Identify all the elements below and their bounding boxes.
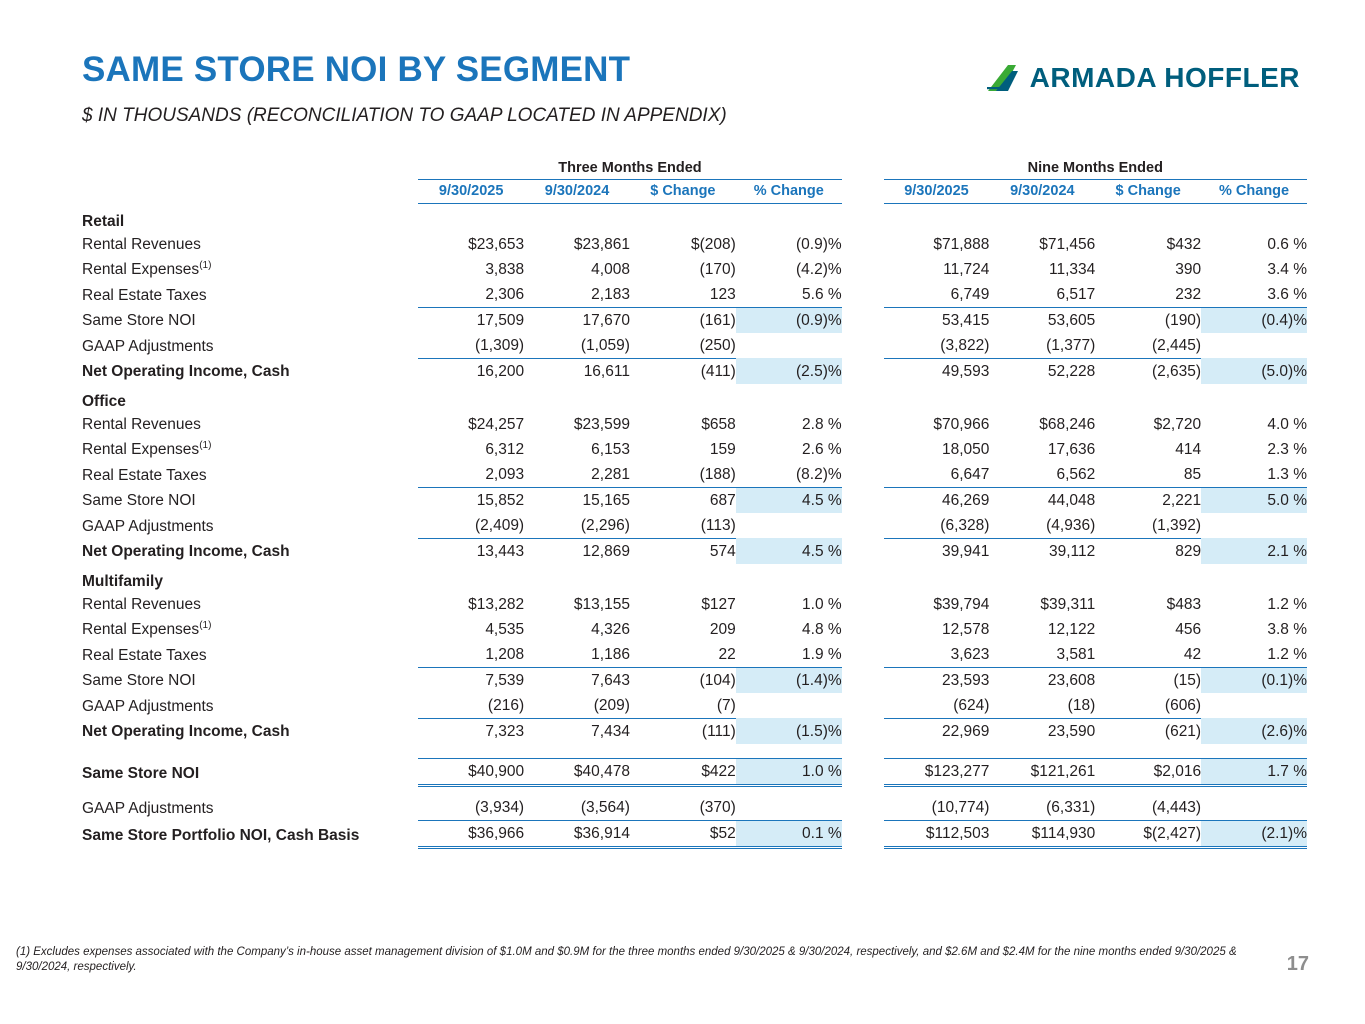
cell: 2,221 [1162,492,1202,509]
empty-cell [842,592,884,617]
empty-cell [82,160,418,180]
cell: 12,578 [941,621,990,638]
table-row [82,513,1307,539]
cell: 2,306 [418,282,524,308]
cell: 456 [1175,621,1202,638]
cell: 52,228 [1047,363,1096,380]
empty-cell [842,617,884,642]
cell: (161) [699,312,736,329]
cell: $127 [701,596,736,613]
cell: (188) [630,462,736,488]
cell: 7,539 [485,672,525,689]
row-label: Rental Revenues [82,416,201,433]
cell: (4,443) [1095,795,1201,821]
cell: $422 [630,758,736,785]
table-row [82,592,1307,617]
empty-cell [842,358,884,384]
table-row [82,282,1307,308]
cell: 23,593 [941,672,990,689]
empty-cell [842,282,884,308]
cell: 3.6 % [1201,282,1307,308]
empty-cell [418,384,1307,412]
row-label: Real Estate Taxes [82,646,207,664]
cell: $(208) [690,236,736,253]
cell: (6,331) [989,795,1095,821]
empty-cell [842,160,884,180]
empty-cell [842,513,884,539]
table-row [82,333,1307,359]
cell: 22,969 [941,723,990,740]
cell: 11,724 [943,261,990,278]
empty-cell [842,257,884,282]
section-header-retail [82,204,1307,232]
table-row [82,617,1307,642]
cell: 7,323 [485,723,525,740]
table-row [82,642,1307,668]
cell: 6,562 [989,462,1095,488]
cell: $658 [701,416,736,433]
empty-cell [842,180,884,204]
cell: (10,774) [884,795,990,821]
cell: 2.6 % [802,441,842,458]
cell: $36,966 [418,820,524,847]
cell: 159 [709,441,736,458]
row-label: GAAP Adjustments [82,337,214,355]
cell: (2.5)% [736,358,842,384]
empty-cell [842,693,884,719]
cell [1201,513,1307,539]
cell: 12,869 [582,543,630,560]
section-label: Office [82,392,126,410]
cell: 12,122 [1047,621,1096,638]
cell: $121,261 [989,758,1095,785]
cell: (411) [700,363,736,380]
cell: (5.0)% [1201,358,1307,384]
page-number: 17 [1286,953,1309,975]
cell: 4.5 % [736,487,842,513]
row-label: Rental Expenses$^{(1)}$ [82,439,212,458]
cell: 3,623 [884,642,990,668]
cell: 11,334 [1048,261,1096,278]
cell: $13,155 [573,596,630,613]
cell: (2,296) [524,513,630,539]
spacer-row [82,785,1307,795]
cell: (2,635) [1151,363,1202,380]
cell: 209 [709,621,736,638]
cell: 123 [630,282,736,308]
cell [736,795,842,821]
cell: 17,509 [476,312,525,329]
row-label: GAAP Adjustments [82,799,214,817]
cell: 390 [1175,261,1202,278]
section-label: Multifamily [82,572,163,590]
total-row-portfolio-noi [82,820,1307,847]
cell: 18,050 [941,441,990,458]
cell: (0.9)% [736,307,842,333]
cell: $24,257 [468,416,525,433]
cell: (2,445) [1095,333,1201,359]
cell: (250) [630,333,736,359]
cell: 16,200 [476,363,525,380]
cell: 3,581 [989,642,1095,668]
cell: 4,535 [485,621,525,638]
cell: (1,309) [418,333,524,359]
cell: 17,636 [1047,441,1096,458]
cell [1201,693,1307,719]
cell: 0.1 % [736,820,842,847]
row-label: Same Store NOI [82,312,196,329]
table-row [82,693,1307,719]
cell: 6,647 [884,462,990,488]
cell: $70,966 [933,416,990,433]
table-row [82,412,1307,437]
col-header: 9/30/2025 [884,180,990,204]
cell: (8.2)% [736,462,842,488]
table-row [82,257,1307,282]
cell: (0.9)% [796,236,842,253]
cell: 1.0 % [736,758,842,785]
row-label: Real Estate Taxes [82,286,207,304]
cell: 7,434 [591,723,630,740]
cell: 6,517 [989,282,1095,308]
cell: (3,822) [884,333,990,359]
empty-cell [842,412,884,437]
cell: 6,749 [884,282,990,308]
cell: 829 [1175,543,1202,560]
financial-table [82,160,1307,849]
cell: $2,720 [1153,416,1202,433]
empty-cell [418,564,1307,592]
cell: $39,794 [933,596,990,613]
cell: 1,208 [418,642,524,668]
cell: 1.7 % [1201,758,1307,785]
cell: (209) [524,693,630,719]
section-header-multifamily [82,564,1307,592]
cell: (104) [699,672,736,689]
cell: 53,605 [1047,312,1096,329]
cell [736,333,842,359]
empty-cell [842,718,884,744]
cell: (1,059) [524,333,630,359]
cell: 3.4 % [1267,261,1307,278]
section-label: Retail [82,212,125,230]
cell: 22 [630,642,736,668]
cell: (15) [1173,672,1202,689]
cell: (190) [1164,312,1202,329]
cell: 3.8 % [1267,621,1307,638]
cell: (4,936) [989,513,1095,539]
cell [1201,333,1307,359]
cell: $2,016 [1095,758,1201,785]
cell: 232 [1095,282,1201,308]
cell: (4.2)% [796,261,842,278]
cell: 4,008 [591,261,630,278]
cell: $39,311 [1040,596,1096,613]
empty-cell [842,462,884,488]
col-header: $ Change [1095,180,1201,204]
company-logo [986,62,1300,94]
cell: (624) [884,693,990,719]
row-label: Rental Expenses$^{(1)}$ [82,619,212,638]
cell: (7) [630,693,736,719]
empty-cell [842,307,884,333]
cell: (216) [418,693,524,719]
cell: 2,183 [524,282,630,308]
logo-text: ARMADA HOFFLER [1029,62,1300,93]
row-label: Rental Expenses$^{(1)}$ [82,259,212,278]
cell: 23,590 [1047,723,1096,740]
row-label: Same Store NOI [82,492,196,509]
cell: 2.8 % [802,416,842,433]
empty-cell [842,795,884,821]
row-label: Net Operating Income, Cash [82,363,290,380]
empty-cell [418,204,1307,232]
cell: 42 [1095,642,1201,668]
cell: 6,153 [591,441,630,458]
cell: 2.3 % [1267,441,1307,458]
empty-cell [842,333,884,359]
cell: (606) [1095,693,1201,719]
cell: 6,312 [485,441,525,458]
cell: $483 [1166,596,1202,613]
cell [736,693,842,719]
empty-cell [842,758,884,785]
cell: 4.5 % [736,538,842,564]
empty-cell [82,180,418,204]
cell: 1.2 % [1267,596,1307,613]
table-row [82,462,1307,488]
cell: (2.6)% [1201,718,1307,744]
cell: 4.0 % [1267,416,1307,433]
cell: $23,653 [468,236,525,253]
group-header-nine-months: Nine Months Ended [884,160,1307,180]
cell: 1.9 % [736,642,842,668]
col-header: 9/30/2024 [524,180,630,204]
page-title: SAME STORE NOI BY SEGMENT [82,50,631,89]
col-header: 9/30/2024 [989,180,1095,204]
table-row [82,232,1307,257]
cell: $(2,427) [1095,820,1201,847]
cell: $40,900 [418,758,524,785]
armada-hoffler-mark-icon [986,63,1020,93]
cell: $123,277 [884,758,990,785]
cell: 17,670 [582,312,630,329]
cell: 574 [709,543,736,560]
table-row [82,487,1307,513]
group-header-three-months: Three Months Ended [418,160,841,180]
cell: 1.2 % [1201,642,1307,668]
cell: $36,914 [524,820,630,847]
cell: (3,564) [524,795,630,821]
cell: 85 [1095,462,1201,488]
cell: (1.4)% [736,667,842,693]
cell: 44,048 [1047,492,1096,509]
group-header-row [82,160,1307,180]
cell: (18) [989,693,1095,719]
cell: $114,930 [989,820,1095,847]
cell [1201,795,1307,821]
total-row-gaap-adjustments [82,795,1307,821]
empty-cell [842,232,884,257]
cell: 2.1 % [1201,538,1307,564]
row-label: Net Operating Income, Cash [82,723,290,740]
cell: $23,599 [573,416,630,433]
cell: 49,593 [941,363,990,380]
cell: 687 [709,492,736,509]
cell: 5.0 % [1201,487,1307,513]
cell: 1.3 % [1201,462,1307,488]
table-row [82,307,1307,333]
cell [736,513,842,539]
table-row [82,718,1307,744]
section-header-office [82,384,1307,412]
cell: (1,377) [989,333,1095,359]
col-header: $ Change [630,180,736,204]
empty-cell [842,667,884,693]
cell: $68,246 [1039,416,1096,433]
cell: 15,165 [582,492,630,509]
cell: (2.1)% [1201,820,1307,847]
cell: $71,456 [1039,236,1096,253]
cell: $432 [1166,236,1202,253]
cell: 53,415 [941,312,990,329]
column-header-row [82,180,1307,204]
cell: 4,326 [591,621,630,638]
empty-cell [842,487,884,513]
cell: (0.4)% [1201,307,1307,333]
total-row-same-store-noi [82,758,1307,785]
cell: (370) [630,795,736,821]
empty-cell [842,437,884,462]
cell: 3,838 [485,261,525,278]
row-label: Same Store NOI [82,764,200,782]
cell: (1.5)% [736,718,842,744]
cell: $112,503 [884,820,990,847]
footnote: (1) Excludes expenses associated with the Company’s in-house asset management division of $1.0M and $0.9M for the three months ended 9/30/2025 & 9/30/2024, respectively, and $2.6M and $2.4M for the nine months ended 9/30/2025 & 9/30/2024, respectively. [16,945,1237,974]
cell: 39,112 [1048,543,1096,560]
cell: (2,409) [418,513,524,539]
row-label: Rental Revenues [82,596,201,613]
cell: $23,861 [573,236,630,253]
cell: $71,888 [933,236,990,253]
cell: 2,281 [524,462,630,488]
row-label: GAAP Adjustments [82,517,214,535]
col-header: % Change [736,180,842,204]
row-label: Same Store Portfolio NOI, Cash Basis [82,826,360,844]
cell: $40,478 [524,758,630,785]
cell: $52 [630,820,736,847]
cell: (621) [1164,723,1202,740]
table-row [82,358,1307,384]
cell: (6,328) [884,513,990,539]
empty-cell [842,820,884,847]
empty-cell [842,642,884,668]
cell: (111) [701,723,736,740]
row-label: Rental Revenues [82,236,201,253]
page-subtitle: $ IN THOUSANDS (RECONCILIATION TO GAAP LOCATED IN APPENDIX) [82,105,727,126]
cell: (3,934) [418,795,524,821]
cell: 39,941 [941,543,990,560]
cell: 13,443 [476,543,525,560]
spacer-row [82,744,1307,759]
cell: $13,282 [468,596,525,613]
col-header: 9/30/2025 [418,180,524,204]
table-row [82,538,1307,564]
cell: 1.0 % [802,596,842,613]
empty-cell [842,538,884,564]
cell: (1,392) [1095,513,1201,539]
cell: (113) [630,513,736,539]
table-row [82,667,1307,693]
cell: (170) [699,261,736,278]
cell: 4.8 % [802,621,842,638]
row-label: Same Store NOI [82,672,196,689]
table-row [82,437,1307,462]
col-header: % Change [1201,180,1307,204]
row-label: Net Operating Income, Cash [82,543,290,560]
cell: 0.6 % [1267,236,1307,253]
cell: 46,269 [941,492,990,509]
row-label: Real Estate Taxes [82,466,207,484]
row-label: GAAP Adjustments [82,697,214,715]
cell: 5.6 % [736,282,842,308]
cell: 16,611 [583,363,630,380]
cell: 7,643 [591,672,630,689]
cell: (0.1)% [1201,667,1307,693]
cell: 2,093 [418,462,524,488]
cell: 15,852 [476,492,525,509]
cell: 414 [1175,441,1202,458]
cell: 1,186 [524,642,630,668]
cell: 23,608 [1047,672,1096,689]
